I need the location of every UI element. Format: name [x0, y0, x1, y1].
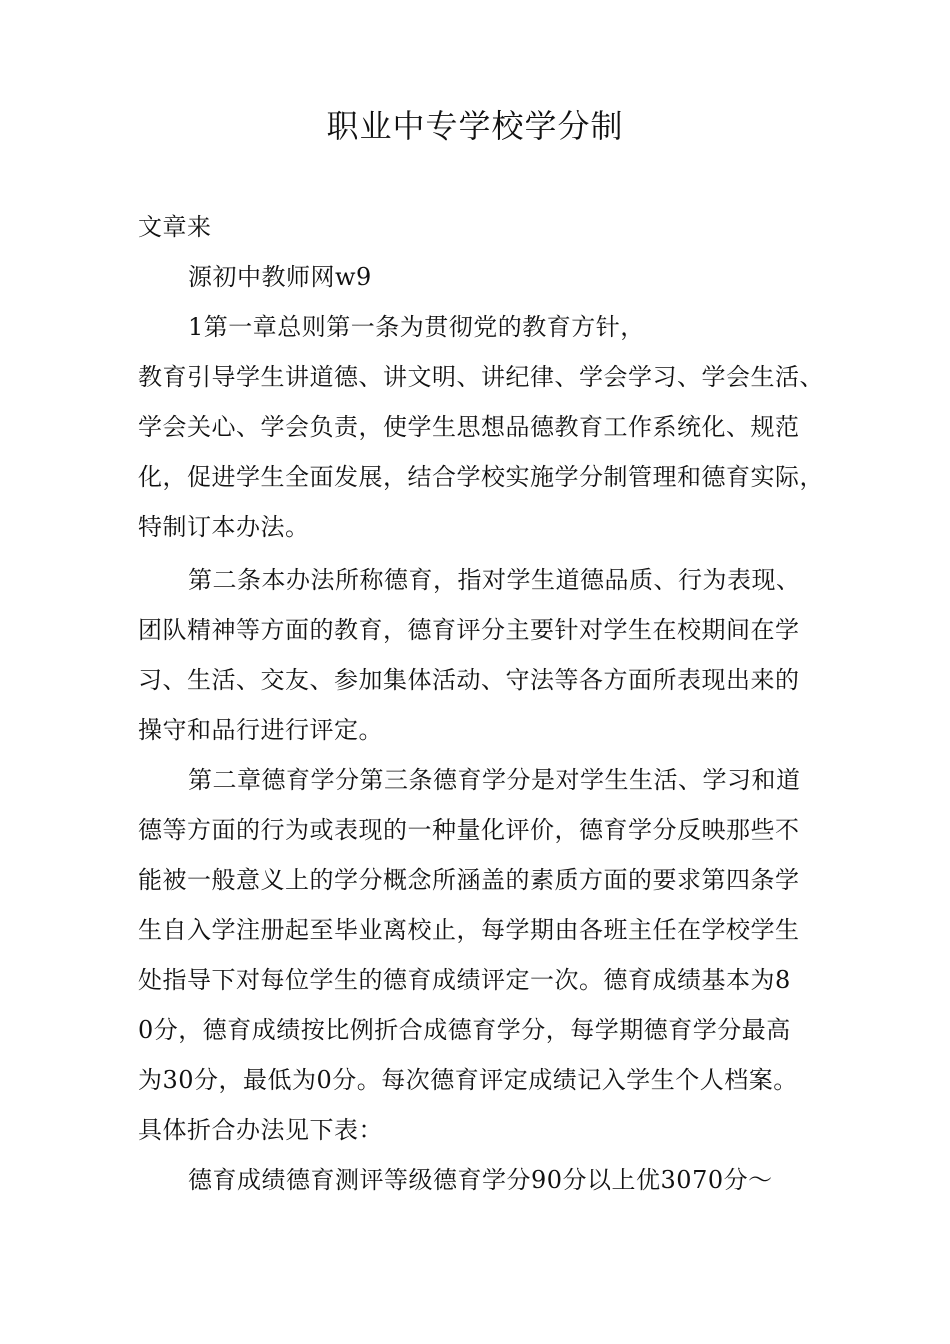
text-line: 具体折合办法见下表： — [138, 1116, 383, 1144]
text-line: 生自入学注册起至毕业离校止，每学期由各班主任在学校学生 — [138, 916, 800, 944]
text-line: 第二章德育学分第三条德育学分是对学生生活、学习和道 — [188, 766, 801, 794]
text-line: 学会关心、学会负责，使学生思想品德教育工作系统化、规范 — [138, 413, 800, 441]
text-line: 源初中教师网w9 — [188, 263, 372, 291]
text-line: 化，促进学生全面发展，结合学校实施学分制管理和德育实际， — [138, 463, 824, 491]
text-line: 能被一般意义上的学分概念所涵盖的素质方面的要求第四条学 — [138, 866, 800, 894]
text-line: 教育引导学生讲道德、讲文明、讲纪律、学会学习、学会生活、 — [138, 363, 824, 391]
text-line: 0分，德育成绩按比例折合成德育学分，每学期德育学分最高 — [138, 1016, 791, 1044]
text-line: 处指导下对每位学生的德育成绩评定一次。德育成绩基本为8 — [138, 966, 791, 994]
text-line: 团队精神等方面的教育，德育评分主要针对学生在校期间在学 — [138, 616, 800, 644]
text-line: 第二条本办法所称德育，指对学生道德品质、行为表现、 — [188, 566, 801, 594]
text-line: 1第一章总则第一条为贯彻党的教育方针， — [188, 313, 645, 341]
document-title: 职业中专学校学分制 — [326, 107, 624, 145]
text-line: 特制订本办法。 — [138, 513, 310, 541]
text-line: 操守和品行进行评定。 — [138, 716, 383, 744]
text-line: 德等方面的行为或表现的一种量化评价，德育学分反映那些不 — [138, 816, 800, 844]
text-line: 为30分，最低为0分。每次德育评定成绩记入学生个人档案。 — [138, 1066, 798, 1094]
text-line: 习、生活、交友、参加集体活动、守法等各方面所表现出来的 — [138, 666, 800, 694]
text-line: 文章来 — [138, 213, 212, 241]
text-line: 德育成绩德育测评等级德育学分90分以上优3070分〜 — [188, 1166, 773, 1194]
